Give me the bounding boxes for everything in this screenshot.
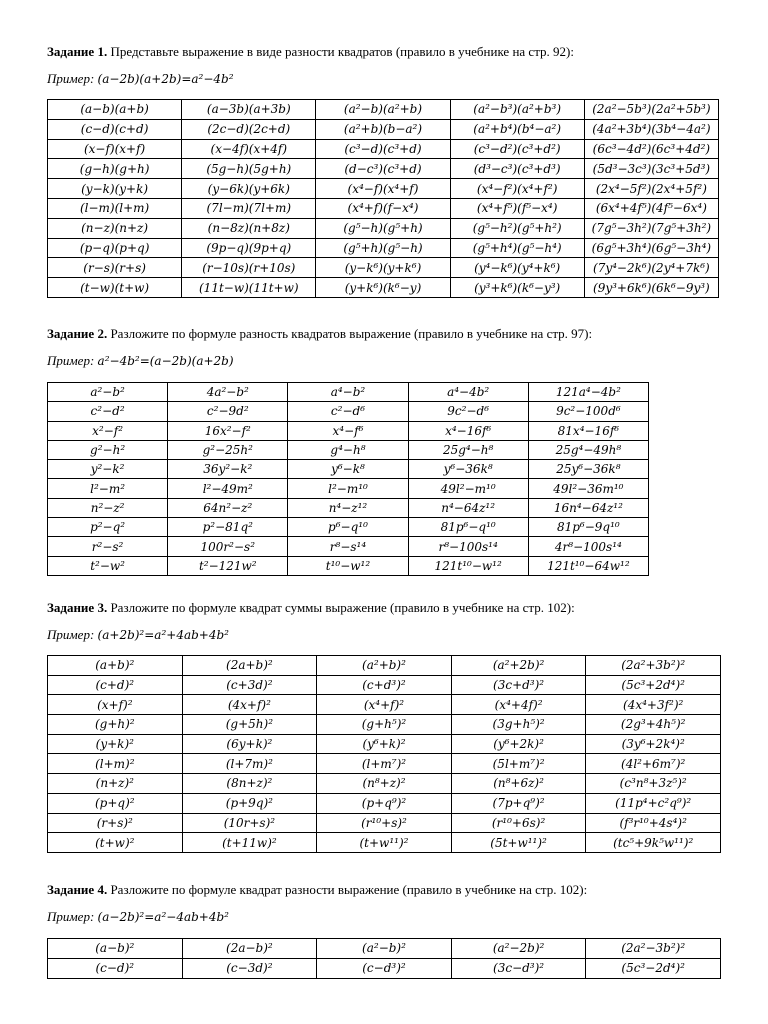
table-cell: 121t¹⁰−64w¹² bbox=[528, 556, 648, 575]
table-cell: (n⁸+z)² bbox=[317, 774, 452, 794]
table-cell: (t+11w)² bbox=[182, 833, 317, 853]
table-cell: 25g⁴−h⁸ bbox=[408, 440, 528, 459]
table-cell: x⁴−f⁶ bbox=[288, 421, 408, 440]
table-cell: 49l²−m¹⁰ bbox=[408, 479, 528, 498]
table-row bbox=[48, 159, 719, 179]
table-cell: (t+w¹¹)² bbox=[317, 833, 452, 853]
table-cell: 16n⁴−64z¹² bbox=[528, 498, 648, 517]
table-cell: (g−h)(g+h) bbox=[48, 159, 182, 179]
table-cell: (r¹⁰+6s)² bbox=[451, 813, 586, 833]
task-3-table bbox=[47, 655, 721, 853]
table-cell: (6c³−4d²)(6c³+4d²) bbox=[584, 139, 718, 159]
table-cell: (x−f)(x+f) bbox=[48, 139, 182, 159]
table-cell: r²−s² bbox=[48, 537, 168, 556]
table-cell: (6y+k)² bbox=[182, 734, 317, 754]
table-cell: p²−81q² bbox=[168, 518, 288, 537]
table-cell: c²−d⁶ bbox=[288, 402, 408, 421]
table-cell: (y−6k)(y+6k) bbox=[182, 179, 316, 199]
task-2-number: Задание 2. bbox=[47, 326, 108, 341]
table-cell: (a−b)(a+b) bbox=[48, 100, 182, 120]
table-cell: (p+9q)² bbox=[182, 793, 317, 813]
table-cell: (n+z)² bbox=[48, 774, 183, 794]
table-cell: (g⁵+h⁴)(g⁵−h⁴) bbox=[450, 238, 584, 258]
table-cell: (a²+b⁴)(b⁴−a²) bbox=[450, 119, 584, 139]
table-cell: 4r⁸−100s¹⁴ bbox=[528, 537, 648, 556]
example-label: Пример: bbox=[47, 353, 95, 368]
task-3-title bbox=[47, 600, 575, 616]
table-cell: (2a²−3b²)² bbox=[586, 939, 721, 959]
task-3-number: Задание 3. bbox=[47, 600, 108, 615]
table-cell: t¹⁰−w¹² bbox=[288, 556, 408, 575]
table-cell: (3c−d³)² bbox=[451, 958, 586, 978]
task-2-example bbox=[47, 353, 234, 369]
table-cell: (c−d³)² bbox=[317, 958, 452, 978]
table-cell: (r−10s)(r+10s) bbox=[182, 258, 316, 278]
table-row bbox=[48, 754, 721, 774]
table-cell: (c−d)(c+d) bbox=[48, 119, 182, 139]
table-cell: (n⁸+6z)² bbox=[451, 774, 586, 794]
table-cell: (5g−h)(5g+h) bbox=[182, 159, 316, 179]
task-1-example bbox=[47, 71, 234, 87]
table-cell: (7y⁴−2k⁶)(2y⁴+7k⁶) bbox=[584, 258, 718, 278]
table-cell: x⁴−16f⁶ bbox=[408, 421, 528, 440]
table-cell: 81p⁶−9q¹⁰ bbox=[528, 518, 648, 537]
example-label: Пример: bbox=[47, 71, 95, 86]
table-cell: (n−8z)(n+8z) bbox=[182, 218, 316, 238]
table-cell: (10r+s)² bbox=[182, 813, 317, 833]
table-cell: (9y³+6k⁶)(6k⁶−9y³) bbox=[584, 278, 718, 298]
table-cell: y²−k² bbox=[48, 460, 168, 479]
table-cell: (6x⁴+4f⁵)(4f⁵−6x⁴) bbox=[584, 198, 718, 218]
table-cell: n²−z² bbox=[48, 498, 168, 517]
table-cell: 121t¹⁰−w¹² bbox=[408, 556, 528, 575]
table-cell: (g⁵−h)(g⁵+h) bbox=[316, 218, 450, 238]
table-cell: (l+7m)² bbox=[182, 754, 317, 774]
table-cell: y⁶−k⁸ bbox=[288, 460, 408, 479]
table-cell: 121a⁴−4b² bbox=[528, 383, 648, 402]
table-cell: 25g⁴−49h⁸ bbox=[528, 440, 648, 459]
table-row bbox=[48, 715, 721, 735]
task-2-title bbox=[47, 326, 592, 342]
table-row bbox=[48, 793, 721, 813]
table-row bbox=[48, 479, 649, 498]
table-cell: (3y⁶+2k⁴)² bbox=[586, 734, 721, 754]
table-cell: (8n+z)² bbox=[182, 774, 317, 794]
table-cell: g⁴−h⁸ bbox=[288, 440, 408, 459]
table-cell: a⁴−4b² bbox=[408, 383, 528, 402]
table-cell: (5c³+2d⁴)² bbox=[586, 675, 721, 695]
table-cell: (g+h⁵)² bbox=[317, 715, 452, 735]
table-cell: (x⁴+f)² bbox=[317, 695, 452, 715]
example-expression: a²−4b²=(a−2b)(a+2b) bbox=[97, 354, 234, 368]
table-cell: (9p−q)(9p+q) bbox=[182, 238, 316, 258]
example-label: Пример: bbox=[47, 909, 95, 924]
table-row bbox=[48, 813, 721, 833]
table-cell: (4x+f)² bbox=[182, 695, 317, 715]
table-cell: (c³−d²)(c³+d²) bbox=[450, 139, 584, 159]
table-cell: (l−m)(l+m) bbox=[48, 198, 182, 218]
table-cell: (c³n⁸+3z⁵)² bbox=[586, 774, 721, 794]
task-4-example bbox=[47, 909, 229, 925]
table-cell: (a−b)² bbox=[48, 939, 183, 959]
task-4-text: Разложите по формуле квадрат разности выражение (правило в учебнике на стр. 102): bbox=[107, 882, 588, 897]
table-cell: (p+q)² bbox=[48, 793, 183, 813]
table-cell: (x⁴−f²)(x⁴+f²) bbox=[450, 179, 584, 199]
table-cell: (g⁵−h²)(g⁵+h²) bbox=[450, 218, 584, 238]
table-cell: (y⁶+k)² bbox=[317, 734, 452, 754]
task-4-table bbox=[47, 938, 721, 979]
table-cell: (tc⁵+9k⁵w¹¹)² bbox=[586, 833, 721, 853]
table-row bbox=[48, 518, 649, 537]
table-cell: (5d³−3c³)(3c³+5d³) bbox=[584, 159, 718, 179]
table-cell: n⁴−z¹² bbox=[288, 498, 408, 517]
example-label: Пример: bbox=[47, 627, 95, 642]
table-cell: (11t−w)(11t+w) bbox=[182, 278, 316, 298]
task-1-number: Задание 1. bbox=[47, 44, 108, 59]
task-2-text: Разложите по формуле разность квадратов выражение (правило в учебнике на стр. 97): bbox=[107, 326, 593, 341]
table-cell: (y−k⁶)(y+k⁶) bbox=[316, 258, 450, 278]
table-cell: x²−f² bbox=[48, 421, 168, 440]
example-expression: (a−2b)(a+2b)=a²−4b² bbox=[97, 72, 234, 86]
table-cell: 64n²−z² bbox=[168, 498, 288, 517]
table-cell: l²−m² bbox=[48, 479, 168, 498]
table-cell: (g+5h)² bbox=[182, 715, 317, 735]
table-cell: (5t+w¹¹)² bbox=[451, 833, 586, 853]
table-cell: (7g⁵−3h²)(7g⁵+3h²) bbox=[584, 218, 718, 238]
table-cell: 4a²−b² bbox=[168, 383, 288, 402]
table-row bbox=[48, 537, 649, 556]
table-row bbox=[48, 139, 719, 159]
table-cell: (2a−b)² bbox=[182, 939, 317, 959]
table-cell: (a+b)² bbox=[48, 656, 183, 676]
table-row bbox=[48, 421, 649, 440]
table-cell: (2a²−5b³)(2a²+5b³) bbox=[584, 100, 718, 120]
table-row bbox=[48, 460, 649, 479]
table-row bbox=[48, 656, 721, 676]
table-cell: (y−k)(y+k) bbox=[48, 179, 182, 199]
table-cell: (a²−2b)² bbox=[451, 939, 586, 959]
table-cell: (4a²+3b⁴)(3b⁴−4a²) bbox=[584, 119, 718, 139]
table-row bbox=[48, 402, 649, 421]
table-cell: (7l−m)(7l+m) bbox=[182, 198, 316, 218]
table-row bbox=[48, 278, 719, 298]
table-cell: p²−q² bbox=[48, 518, 168, 537]
task-3-example bbox=[47, 627, 229, 643]
table-cell: (6g⁵+3h⁴)(6g⁵−3h⁴) bbox=[584, 238, 718, 258]
table-cell: (a²+b)² bbox=[317, 656, 452, 676]
table-cell: a⁴−b² bbox=[288, 383, 408, 402]
table-cell: c²−9d² bbox=[168, 402, 288, 421]
table-row bbox=[48, 498, 649, 517]
table-row bbox=[48, 100, 719, 120]
table-cell: (x⁴+f)(f−x⁴) bbox=[316, 198, 450, 218]
table-cell: (c−3d)² bbox=[182, 958, 317, 978]
table-row bbox=[48, 440, 649, 459]
table-cell: (p−q)(p+q) bbox=[48, 238, 182, 258]
table-cell: (3g+h⁵)² bbox=[451, 715, 586, 735]
example-expression: (a−2b)²=a²−4ab+4b² bbox=[97, 910, 229, 924]
table-cell: (2x⁴−5f²)(2x⁴+5f²) bbox=[584, 179, 718, 199]
table-cell: (2c−d)(2c+d) bbox=[182, 119, 316, 139]
task-2-table bbox=[47, 382, 649, 576]
table-cell: (c+3d)² bbox=[182, 675, 317, 695]
table-cell: 9c²−100d⁶ bbox=[528, 402, 648, 421]
table-cell: (p+q⁹)² bbox=[317, 793, 452, 813]
table-cell: (5l+m⁷)² bbox=[451, 754, 586, 774]
table-row bbox=[48, 734, 721, 754]
table-row bbox=[48, 958, 721, 978]
table-cell: (c+d³)² bbox=[317, 675, 452, 695]
table-row bbox=[48, 198, 719, 218]
table-cell: (r+s)² bbox=[48, 813, 183, 833]
table-cell: g²−25h² bbox=[168, 440, 288, 459]
table-row bbox=[48, 556, 649, 575]
table-cell: (n−z)(n+z) bbox=[48, 218, 182, 238]
task-1-title bbox=[47, 44, 574, 60]
table-cell: 16x²−f² bbox=[168, 421, 288, 440]
table-cell: n⁴−64z¹² bbox=[408, 498, 528, 517]
table-cell: (c³−d)(c³+d) bbox=[316, 139, 450, 159]
table-cell: r⁸−100s¹⁴ bbox=[408, 537, 528, 556]
table-cell: (x⁴−f)(x⁴+f) bbox=[316, 179, 450, 199]
table-row bbox=[48, 833, 721, 853]
table-cell: (r¹⁰+s)² bbox=[317, 813, 452, 833]
table-cell: (a²+2b)² bbox=[451, 656, 586, 676]
table-cell: 9c²−d⁶ bbox=[408, 402, 528, 421]
table-row bbox=[48, 675, 721, 695]
table-cell: c²−d² bbox=[48, 402, 168, 421]
table-cell: g²−h² bbox=[48, 440, 168, 459]
table-cell: (x⁴+f⁵)(f⁵−x⁴) bbox=[450, 198, 584, 218]
table-cell: (t+w)² bbox=[48, 833, 183, 853]
table-row bbox=[48, 939, 721, 959]
table-cell: (f³r¹⁰+4s⁴)² bbox=[586, 813, 721, 833]
table-cell: (4x⁴+3f²)² bbox=[586, 695, 721, 715]
task-4-title bbox=[47, 882, 587, 898]
table-cell: (2a+b)² bbox=[182, 656, 317, 676]
table-cell: (y³+k⁶)(k⁶−y³) bbox=[450, 278, 584, 298]
table-cell: a²−b² bbox=[48, 383, 168, 402]
table-cell: (y⁴−k⁶)(y⁴+k⁶) bbox=[450, 258, 584, 278]
table-row bbox=[48, 119, 719, 139]
table-cell: t²−121w² bbox=[168, 556, 288, 575]
table-row bbox=[48, 774, 721, 794]
table-cell: (5c³−2d⁴)² bbox=[586, 958, 721, 978]
table-row bbox=[48, 258, 719, 278]
table-cell: (7p+q⁹)² bbox=[451, 793, 586, 813]
table-cell: (l+m)² bbox=[48, 754, 183, 774]
table-cell: (y+k⁶)(k⁶−y) bbox=[316, 278, 450, 298]
table-cell: (g+h)² bbox=[48, 715, 183, 735]
task-1-text: Представьте выражение в виде разности квадратов (правило в учебнике на стр. 92): bbox=[107, 44, 574, 59]
table-cell: (c−d)² bbox=[48, 958, 183, 978]
table-cell: (c+d)² bbox=[48, 675, 183, 695]
table-cell: 81p⁶−q¹⁰ bbox=[408, 518, 528, 537]
table-cell: (t−w)(t+w) bbox=[48, 278, 182, 298]
table-cell: (a²−b)² bbox=[317, 939, 452, 959]
table-cell: 81x⁴−16f⁶ bbox=[528, 421, 648, 440]
table-cell: (d−c³)(c³+d) bbox=[316, 159, 450, 179]
table-cell: (a−3b)(a+3b) bbox=[182, 100, 316, 120]
table-row bbox=[48, 383, 649, 402]
table-cell: 49l²−36m¹⁰ bbox=[528, 479, 648, 498]
table-cell: (x⁴+4f)² bbox=[451, 695, 586, 715]
task-4-number: Задание 4. bbox=[47, 882, 108, 897]
table-cell: l²−m¹⁰ bbox=[288, 479, 408, 498]
table-cell: (a²−b³)(a²+b³) bbox=[450, 100, 584, 120]
table-cell: (y⁶+2k)² bbox=[451, 734, 586, 754]
table-row bbox=[48, 179, 719, 199]
table-cell: r⁸−s¹⁴ bbox=[288, 537, 408, 556]
table-cell: (a²−b)(a²+b) bbox=[316, 100, 450, 120]
table-row bbox=[48, 238, 719, 258]
table-cell: (r−s)(r+s) bbox=[48, 258, 182, 278]
table-cell: (a²+b)(b−a²) bbox=[316, 119, 450, 139]
table-cell: t²−w² bbox=[48, 556, 168, 575]
table-cell: p⁶−q¹⁰ bbox=[288, 518, 408, 537]
table-cell: (4l²+6m⁷)² bbox=[586, 754, 721, 774]
table-cell: (d³−c³)(c³+d³) bbox=[450, 159, 584, 179]
table-cell: (2a²+3b²)² bbox=[586, 656, 721, 676]
table-cell: y⁶−36k⁸ bbox=[408, 460, 528, 479]
table-cell: (x+f)² bbox=[48, 695, 183, 715]
table-cell: (3c+d³)² bbox=[451, 675, 586, 695]
table-cell: (x−4f)(x+4f) bbox=[182, 139, 316, 159]
task-3-text: Разложите по формуле квадрат суммы выражение (правило в учебнике на стр. 102): bbox=[107, 600, 575, 615]
table-row bbox=[48, 695, 721, 715]
table-cell: 100r²−s² bbox=[168, 537, 288, 556]
table-cell: 25y⁶−36k⁸ bbox=[528, 460, 648, 479]
example-expression: (a+2b)²=a²+4ab+4b² bbox=[97, 628, 229, 642]
table-cell: l²−49m² bbox=[168, 479, 288, 498]
table-row bbox=[48, 218, 719, 238]
table-cell: (11p⁴+c²q⁹)² bbox=[586, 793, 721, 813]
table-cell: (2g³+4h⁵)² bbox=[586, 715, 721, 735]
task-1-table bbox=[47, 99, 719, 298]
table-cell: 36y²−k² bbox=[168, 460, 288, 479]
table-cell: (l+m⁷)² bbox=[317, 754, 452, 774]
table-cell: (g⁵+h)(g⁵−h) bbox=[316, 238, 450, 258]
table-cell: (y+k)² bbox=[48, 734, 183, 754]
